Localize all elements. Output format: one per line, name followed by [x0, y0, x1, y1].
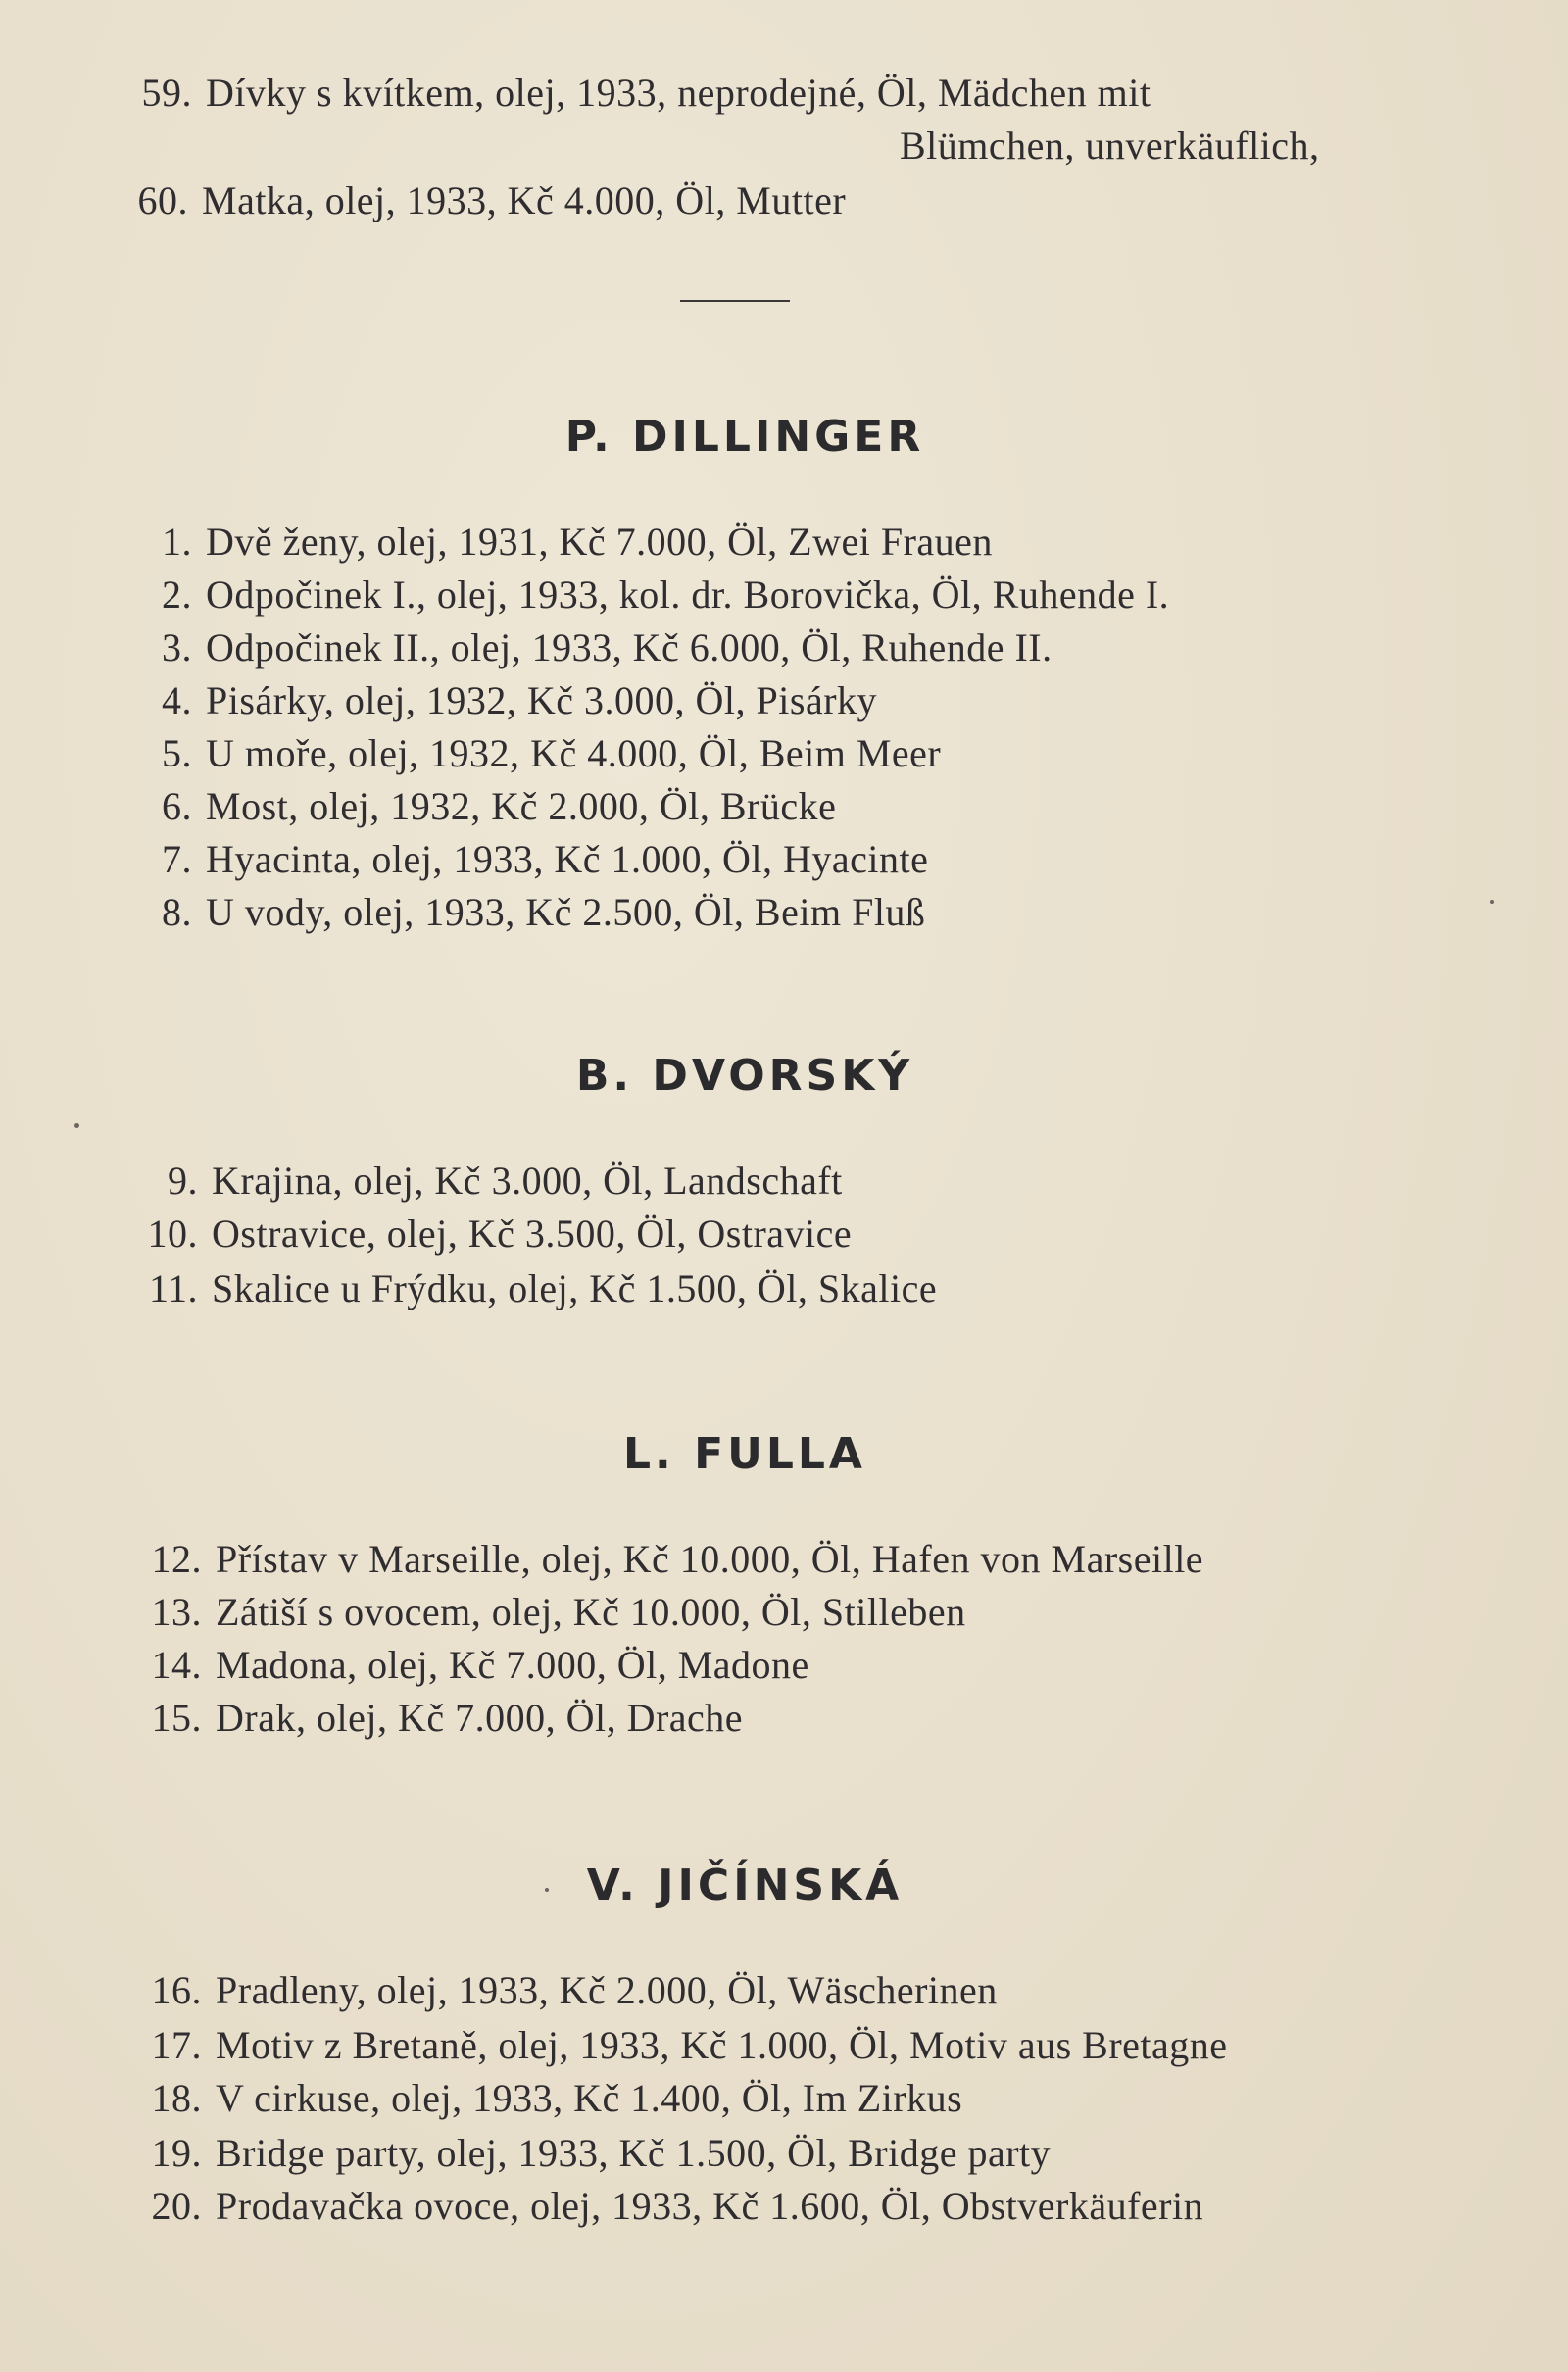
- entry-number: 11.: [148, 1266, 198, 1310]
- entry-text: Odpočinek II., olej, 1933, Kč 6.000, Öl, Ruhende II.: [206, 625, 1053, 669]
- entry-number: 59.: [141, 71, 192, 115]
- entry-number: 1.: [162, 519, 192, 564]
- entry-number: 14.: [151, 1643, 202, 1687]
- paper-speck: [545, 1888, 549, 1892]
- entry-text: Pisárky, olej, 1932, Kč 3.000, Öl, Pisárky: [206, 678, 878, 722]
- entry-text: Krajina, olej, Kč 3.000, Öl, Landschaft: [212, 1159, 843, 1203]
- entry-number: 15.: [151, 1696, 202, 1740]
- list-item: [114, 2180, 1368, 2233]
- entry-text: Ostravice, olej, Kč 3.500, Öl, Ostravice: [212, 1211, 853, 1256]
- list-item: [114, 2019, 1368, 2072]
- entry-number: 12.: [151, 1537, 202, 1581]
- entry-text: Motiv z Bretaně, olej, 1933, Kč 1.000, Öl, Motiv aus Bretagne: [216, 2023, 1228, 2067]
- entry-number: 7.: [162, 837, 192, 881]
- list-item: [114, 1262, 1368, 1315]
- list-item: [114, 67, 1368, 120]
- entry-number: 9.: [168, 1159, 198, 1203]
- list-item: [114, 886, 1368, 939]
- entry-text: Madona, olej, Kč 7.000, Öl, Madone: [216, 1643, 809, 1687]
- list-item: [114, 833, 1368, 886]
- list-item: [114, 568, 1368, 621]
- entry-text: Dívky s kvítkem, olej, 1933, neprodejné, Öl, Mädchen mit: [206, 71, 1152, 115]
- entry-text: U vody, olej, 1933, Kč 2.500, Öl, Beim Fluß: [206, 890, 926, 934]
- paper-speck: [1490, 900, 1494, 904]
- entry-text: Most, olej, 1932, Kč 2.000, Öl, Brücke: [206, 784, 837, 828]
- entry-number: 3.: [162, 625, 192, 669]
- entry-text: Matka, olej, 1933, Kč 4.000, Öl, Mutter: [202, 178, 847, 222]
- entry-number: 4.: [162, 678, 192, 722]
- artist-heading: L. FULLA: [623, 1429, 866, 1479]
- entry-number: 10.: [147, 1211, 198, 1256]
- entry-text: Bridge party, olej, 1933, Kč 1.500, Öl, Bridge party: [216, 2131, 1052, 2175]
- list-item: [114, 1692, 1368, 1745]
- entry-text: Pradleny, olej, 1933, Kč 2.000, Öl, Wäscherinen: [216, 1968, 998, 2012]
- list-item: [114, 1155, 1368, 1208]
- entry-text: Odpočinek I., olej, 1933, kol. dr. Borovička, Öl, Ruhende I.: [206, 572, 1170, 617]
- entry-text: Skalice u Frýdku, olej, Kč 1.500, Öl, Skalice: [212, 1266, 938, 1310]
- entry-text: Hyacinta, olej, 1933, Kč 1.000, Öl, Hyacinte: [206, 837, 929, 881]
- entry-number: 19.: [151, 2131, 202, 2175]
- list-item: [114, 674, 1368, 727]
- entry-text: Přístav v Marseille, olej, Kč 10.000, Öl, Hafen von Marseille: [216, 1537, 1204, 1581]
- entry-number: 17.: [151, 2023, 202, 2067]
- list-item: [114, 1639, 1368, 1692]
- paper-speck: [74, 1123, 79, 1128]
- list-item-continuation: Blümchen, unverkäuflich,: [900, 124, 1320, 168]
- entry-text: Dvě ženy, olej, 1931, Kč 7.000, Öl, Zwei Frauen: [206, 519, 993, 564]
- entry-number: 16.: [151, 1968, 202, 2012]
- list-item: [110, 174, 1364, 227]
- entry-text: Zátiší s ovocem, olej, Kč 10.000, Öl, Stilleben: [216, 1590, 966, 1634]
- section-divider: [680, 300, 790, 302]
- entry-number: 6.: [162, 784, 192, 828]
- list-item: [114, 1533, 1368, 1586]
- list-item: [114, 2127, 1368, 2180]
- entry-text: Drak, olej, Kč 7.000, Öl, Drache: [216, 1696, 744, 1740]
- entry-text: U moře, olej, 1932, Kč 4.000, Öl, Beim Meer: [206, 731, 942, 775]
- artist-heading: P. DILLINGER: [564, 412, 925, 462]
- entry-text: Prodavačka ovoce, olej, 1933, Kč 1.600, Öl, Obstverkäuferin: [216, 2184, 1204, 2228]
- entry-number: 2.: [162, 572, 192, 617]
- entry-number: 20.: [151, 2184, 202, 2228]
- list-item: [114, 621, 1368, 674]
- entry-text: V cirkuse, olej, 1933, Kč 1.400, Öl, Im Zirkus: [216, 2076, 963, 2120]
- list-item: [114, 1586, 1368, 1639]
- artist-heading: V. JIČÍNSKÁ: [586, 1860, 904, 1910]
- artist-heading: B. DVORSKÝ: [575, 1051, 914, 1101]
- entry-number: 5.: [162, 731, 192, 775]
- entry-number: 18.: [151, 2076, 202, 2120]
- list-item: [114, 2072, 1368, 2125]
- list-item: [114, 727, 1368, 780]
- list-item: [114, 1208, 1368, 1260]
- list-item: [114, 780, 1368, 833]
- list-item: [114, 1964, 1368, 2017]
- entry-number: 8.: [162, 890, 192, 934]
- entry-number: 60.: [137, 178, 188, 222]
- entry-number: 13.: [151, 1590, 202, 1634]
- list-item: [114, 516, 1368, 568]
